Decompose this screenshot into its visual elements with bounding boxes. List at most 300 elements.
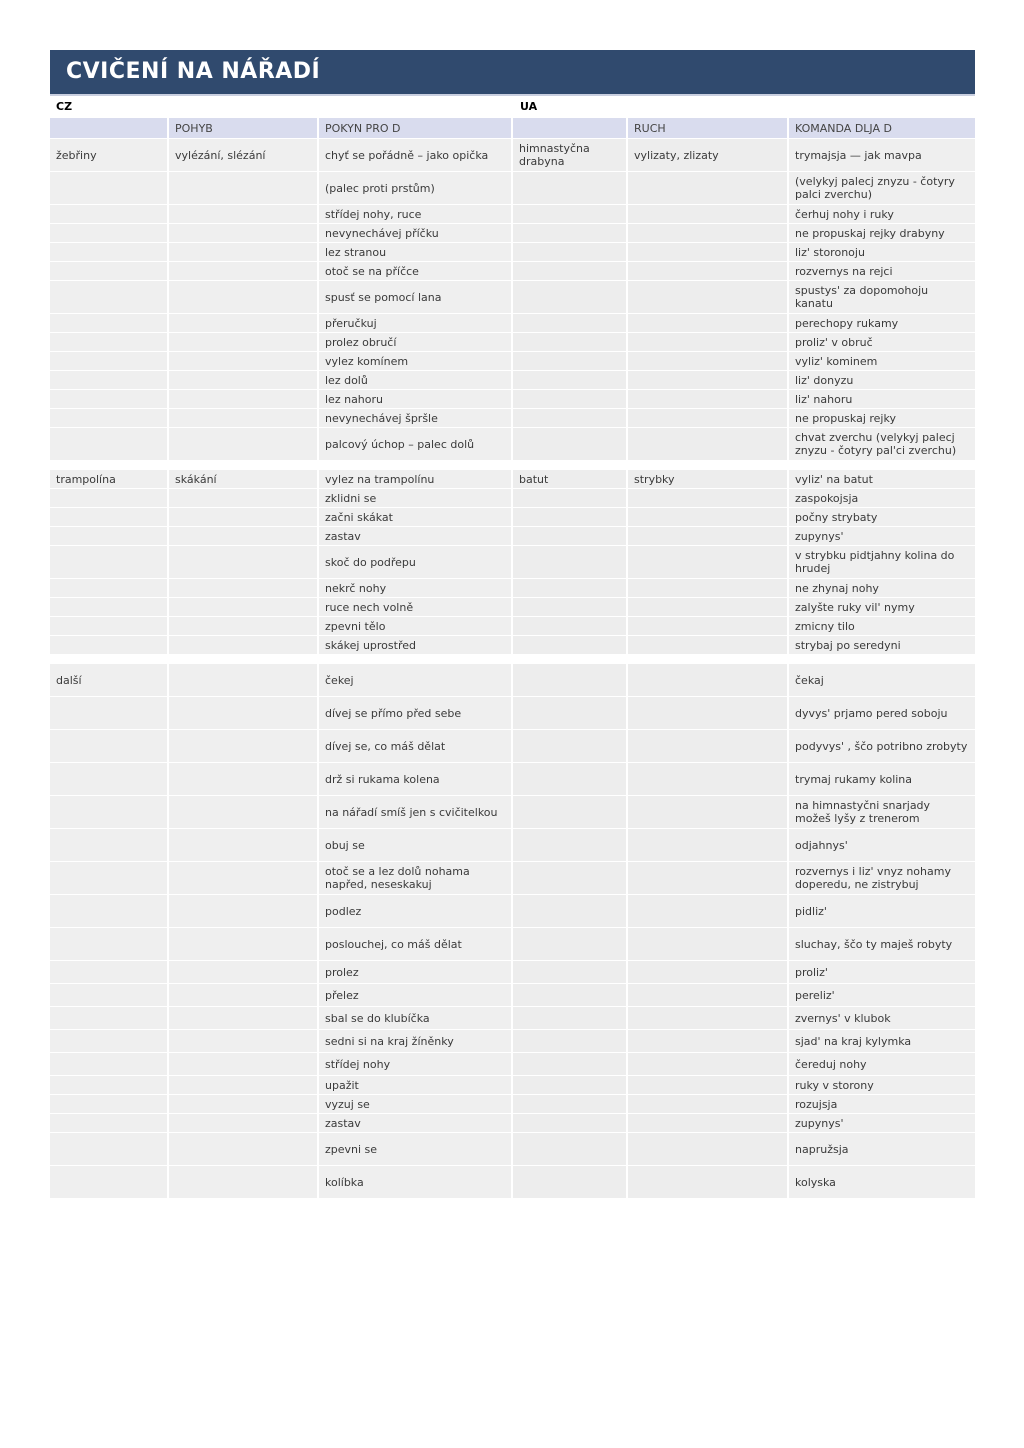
komanda-cell: ne zhynaj nohy bbox=[789, 579, 975, 597]
pohyb-cell bbox=[169, 262, 319, 280]
header-cell-category bbox=[50, 118, 169, 138]
ua-name-cell bbox=[513, 172, 628, 204]
pohyb-cell bbox=[169, 895, 319, 927]
category-cell: další bbox=[50, 664, 169, 696]
ua-name-cell bbox=[513, 598, 628, 616]
pohyb-cell bbox=[169, 527, 319, 545]
category-cell: žebřiny bbox=[50, 139, 169, 171]
table-row bbox=[50, 546, 975, 578]
table-row bbox=[50, 1007, 975, 1029]
pokyn-cell: sedni si na kraj žíněnky bbox=[319, 1030, 513, 1052]
category-cell bbox=[50, 636, 169, 654]
category-cell bbox=[50, 579, 169, 597]
table-row bbox=[50, 1030, 975, 1052]
pokyn-cell: (palec proti prstům) bbox=[319, 172, 513, 204]
category-cell bbox=[50, 928, 169, 960]
pokyn-cell: zpevni tělo bbox=[319, 617, 513, 635]
table-row bbox=[50, 1076, 975, 1094]
komanda-cell: zaspokojsja bbox=[789, 489, 975, 507]
komanda-cell: zmicny tilo bbox=[789, 617, 975, 635]
pokyn-cell: kolíbka bbox=[319, 1166, 513, 1198]
table-row bbox=[50, 1095, 975, 1113]
ua-name-cell bbox=[513, 281, 628, 313]
category-cell bbox=[50, 1053, 169, 1075]
pokyn-cell: chyť se pořádně – jako opička bbox=[319, 139, 513, 171]
komanda-cell: liz' donyzu bbox=[789, 371, 975, 389]
ruch-cell bbox=[628, 829, 789, 861]
table-row bbox=[50, 262, 975, 280]
pohyb-cell bbox=[169, 1133, 319, 1165]
table-row bbox=[50, 224, 975, 242]
pokyn-cell: střídej nohy bbox=[319, 1053, 513, 1075]
pokyn-cell: vylez na trampolínu bbox=[319, 470, 513, 488]
komanda-cell: na himnastyčni snarjady možeš lyšy z trenerom bbox=[789, 796, 975, 828]
komanda-cell: chvat zverchu (velykyj palecj znyzu - čotyry pal'ci zverchu) bbox=[789, 428, 975, 460]
pokyn-cell: prolez obručí bbox=[319, 333, 513, 351]
ua-name-cell bbox=[513, 617, 628, 635]
komanda-cell: proliz' v obruč bbox=[789, 333, 975, 351]
komanda-cell: perechopy rukamy bbox=[789, 314, 975, 332]
ua-name-cell bbox=[513, 1114, 628, 1132]
table-row bbox=[50, 352, 975, 370]
ua-name-cell bbox=[513, 895, 628, 927]
category-cell bbox=[50, 1166, 169, 1198]
ua-name-cell bbox=[513, 1053, 628, 1075]
gap-cell bbox=[50, 655, 975, 663]
ua-name-cell bbox=[513, 961, 628, 983]
category-cell bbox=[50, 314, 169, 332]
table-row bbox=[50, 928, 975, 960]
pohyb-cell bbox=[169, 862, 319, 894]
table-row bbox=[50, 730, 975, 762]
category-cell bbox=[50, 984, 169, 1006]
table-row bbox=[50, 1053, 975, 1075]
category-cell bbox=[50, 1095, 169, 1113]
pokyn-cell: zpevni se bbox=[319, 1133, 513, 1165]
pohyb-cell bbox=[169, 172, 319, 204]
category-cell bbox=[50, 763, 169, 795]
category-cell bbox=[50, 617, 169, 635]
table-row bbox=[50, 961, 975, 983]
category-cell bbox=[50, 862, 169, 894]
category-cell bbox=[50, 730, 169, 762]
pokyn-cell: skákej uprostřed bbox=[319, 636, 513, 654]
ua-name-cell bbox=[513, 508, 628, 526]
pohyb-cell bbox=[169, 281, 319, 313]
pohyb-cell bbox=[169, 1030, 319, 1052]
komanda-cell: proliz' bbox=[789, 961, 975, 983]
ua-name-cell: himnastyčna drabyna bbox=[513, 139, 628, 171]
header-cell-ua-name bbox=[513, 118, 628, 138]
pohyb-cell bbox=[169, 763, 319, 795]
ruch-cell bbox=[628, 1166, 789, 1198]
header-cell-pohyb: POHYB bbox=[169, 118, 319, 138]
pohyb-cell bbox=[169, 352, 319, 370]
ruch-cell bbox=[628, 1114, 789, 1132]
ruch-cell bbox=[628, 508, 789, 526]
ua-name-cell bbox=[513, 862, 628, 894]
category-cell bbox=[50, 205, 169, 223]
ruch-cell bbox=[628, 961, 789, 983]
pokyn-cell: otoč se a lez dolů nohama napřed, neseskakuj bbox=[319, 862, 513, 894]
ua-name-cell: batut bbox=[513, 470, 628, 488]
category-cell bbox=[50, 243, 169, 261]
ruch-cell bbox=[628, 352, 789, 370]
ua-name-cell bbox=[513, 489, 628, 507]
header-cell-pokyn: POKYN PRO D bbox=[319, 118, 513, 138]
pokyn-cell: drž si rukama kolena bbox=[319, 763, 513, 795]
table-row bbox=[50, 579, 975, 597]
ruch-cell bbox=[628, 598, 789, 616]
category-cell bbox=[50, 371, 169, 389]
header-cell-komanda: KOMANDA DLJA D bbox=[789, 118, 975, 138]
pohyb-cell bbox=[169, 1166, 319, 1198]
komanda-cell: dyvys' prjamo pered soboju bbox=[789, 697, 975, 729]
category-cell bbox=[50, 224, 169, 242]
ua-name-cell bbox=[513, 371, 628, 389]
pokyn-cell: palcový úchop – palec dolů bbox=[319, 428, 513, 460]
pohyb-cell bbox=[169, 508, 319, 526]
pohyb-cell bbox=[169, 984, 319, 1006]
komanda-cell: sluchay, ščo ty maješ robyty bbox=[789, 928, 975, 960]
ruch-cell bbox=[628, 333, 789, 351]
ua-name-cell bbox=[513, 1007, 628, 1029]
komanda-cell: čerhuj nohy i ruky bbox=[789, 205, 975, 223]
table-row bbox=[50, 1114, 975, 1132]
pohyb-cell bbox=[169, 428, 319, 460]
komanda-cell: trymajsja — jak mavpa bbox=[789, 139, 975, 171]
category-cell bbox=[50, 895, 169, 927]
category-cell bbox=[50, 428, 169, 460]
ruch-cell bbox=[628, 1133, 789, 1165]
pohyb-cell bbox=[169, 314, 319, 332]
header-row bbox=[50, 118, 975, 138]
header-cell-ruch: RUCH bbox=[628, 118, 789, 138]
pokyn-cell: zastav bbox=[319, 1114, 513, 1132]
komanda-cell: liz' storonoju bbox=[789, 243, 975, 261]
table-row bbox=[50, 984, 975, 1006]
category-cell bbox=[50, 1133, 169, 1165]
page-title: CVIČENÍ NA NÁŘADÍ bbox=[66, 59, 321, 84]
komanda-cell: zvernys' v klubok bbox=[789, 1007, 975, 1029]
ruch-cell bbox=[628, 224, 789, 242]
komanda-cell: v strybku pidtjahny kolina do hrudej bbox=[789, 546, 975, 578]
ruch-cell bbox=[628, 390, 789, 408]
ruch-cell bbox=[628, 371, 789, 389]
category-cell bbox=[50, 281, 169, 313]
komanda-cell: ne propuskaj rejky drabyny bbox=[789, 224, 975, 242]
komanda-cell: podyvys' , ščo potribno zrobyty bbox=[789, 730, 975, 762]
table-row bbox=[50, 664, 975, 696]
komanda-cell: pereliz' bbox=[789, 984, 975, 1006]
table-row bbox=[50, 796, 975, 828]
pohyb-cell bbox=[169, 617, 319, 635]
komanda-cell: pidliz' bbox=[789, 895, 975, 927]
ua-name-cell bbox=[513, 333, 628, 351]
pokyn-cell: lez nahoru bbox=[319, 390, 513, 408]
komanda-cell: strybaj po seredyni bbox=[789, 636, 975, 654]
table-body bbox=[50, 118, 975, 1198]
pokyn-cell: na nářadí smíš jen s cvičitelkou bbox=[319, 796, 513, 828]
ruch-cell bbox=[628, 409, 789, 427]
ruch-cell bbox=[628, 579, 789, 597]
pohyb-cell bbox=[169, 243, 319, 261]
komanda-cell: ne propuskaj rejky bbox=[789, 409, 975, 427]
ruch-cell bbox=[628, 1030, 789, 1052]
table-row bbox=[50, 205, 975, 223]
komanda-cell: odjahnys' bbox=[789, 829, 975, 861]
vocab-table bbox=[50, 117, 975, 1199]
ua-name-cell bbox=[513, 1133, 628, 1165]
table-row bbox=[50, 390, 975, 408]
ua-name-cell bbox=[513, 224, 628, 242]
ruch-cell: vylizaty, zlizaty bbox=[628, 139, 789, 171]
pohyb-cell bbox=[169, 636, 319, 654]
ua-name-cell bbox=[513, 527, 628, 545]
pohyb-cell bbox=[169, 697, 319, 729]
pohyb-cell bbox=[169, 579, 319, 597]
ruch-cell bbox=[628, 928, 789, 960]
pohyb-cell: skákání bbox=[169, 470, 319, 488]
ua-name-cell bbox=[513, 243, 628, 261]
ua-name-cell bbox=[513, 1166, 628, 1198]
pokyn-cell: ruce nech volně bbox=[319, 598, 513, 616]
pohyb-cell bbox=[169, 829, 319, 861]
gap-cell bbox=[50, 461, 975, 469]
ruch-cell bbox=[628, 984, 789, 1006]
table-row bbox=[50, 1166, 975, 1198]
komanda-cell: zupynys' bbox=[789, 527, 975, 545]
ua-name-cell bbox=[513, 664, 628, 696]
table-row bbox=[50, 527, 975, 545]
category-cell bbox=[50, 409, 169, 427]
pohyb-cell bbox=[169, 961, 319, 983]
category-cell: trampolína bbox=[50, 470, 169, 488]
ruch-cell bbox=[628, 862, 789, 894]
table-row bbox=[50, 508, 975, 526]
pokyn-cell: upažit bbox=[319, 1076, 513, 1094]
ruch-cell: strybky bbox=[628, 470, 789, 488]
pokyn-cell: lez dolů bbox=[319, 371, 513, 389]
ruch-cell bbox=[628, 763, 789, 795]
komanda-cell: sjad' na kraj kylymka bbox=[789, 1030, 975, 1052]
pokyn-cell: čekej bbox=[319, 664, 513, 696]
pohyb-cell bbox=[169, 730, 319, 762]
category-cell bbox=[50, 829, 169, 861]
komanda-cell: počny strybaty bbox=[789, 508, 975, 526]
ruch-cell bbox=[628, 205, 789, 223]
pokyn-cell: podlez bbox=[319, 895, 513, 927]
category-cell bbox=[50, 1076, 169, 1094]
ruch-cell bbox=[628, 262, 789, 280]
pokyn-cell: sbal se do klubíčka bbox=[319, 1007, 513, 1029]
pohyb-cell bbox=[169, 664, 319, 696]
pohyb-cell bbox=[169, 928, 319, 960]
section-gap bbox=[50, 461, 975, 469]
category-cell bbox=[50, 598, 169, 616]
ua-name-cell bbox=[513, 1076, 628, 1094]
category-cell bbox=[50, 489, 169, 507]
komanda-cell: rozujsja bbox=[789, 1095, 975, 1113]
lang-cz-label: CZ bbox=[56, 100, 73, 113]
table-row bbox=[50, 617, 975, 635]
table-row bbox=[50, 636, 975, 654]
table-row bbox=[50, 697, 975, 729]
ua-name-cell bbox=[513, 352, 628, 370]
ua-name-cell bbox=[513, 697, 628, 729]
pokyn-cell: lez stranou bbox=[319, 243, 513, 261]
komanda-cell: čekaj bbox=[789, 664, 975, 696]
table-row bbox=[50, 428, 975, 460]
komanda-cell: trymaj rukamy kolina bbox=[789, 763, 975, 795]
ruch-cell bbox=[628, 697, 789, 729]
table-row bbox=[50, 829, 975, 861]
pohyb-cell bbox=[169, 1095, 319, 1113]
ua-name-cell bbox=[513, 984, 628, 1006]
category-cell bbox=[50, 1007, 169, 1029]
table-row bbox=[50, 314, 975, 332]
ruch-cell bbox=[628, 1076, 789, 1094]
ruch-cell bbox=[628, 617, 789, 635]
category-cell bbox=[50, 352, 169, 370]
category-cell bbox=[50, 697, 169, 729]
ua-name-cell bbox=[513, 546, 628, 578]
pohyb-cell bbox=[169, 598, 319, 616]
pokyn-cell: zastav bbox=[319, 527, 513, 545]
pohyb-cell bbox=[169, 489, 319, 507]
pokyn-cell: vyzuj se bbox=[319, 1095, 513, 1113]
category-cell bbox=[50, 527, 169, 545]
ruch-cell bbox=[628, 281, 789, 313]
pokyn-cell: dívej se přímo před sebe bbox=[319, 697, 513, 729]
pokyn-cell: obuj se bbox=[319, 829, 513, 861]
komanda-cell: kolyska bbox=[789, 1166, 975, 1198]
ua-name-cell bbox=[513, 796, 628, 828]
category-cell bbox=[50, 1030, 169, 1052]
ua-name-cell bbox=[513, 579, 628, 597]
ruch-cell bbox=[628, 1095, 789, 1113]
komanda-cell: čereduj nohy bbox=[789, 1053, 975, 1075]
table-row bbox=[50, 371, 975, 389]
table-row bbox=[50, 862, 975, 894]
ruch-cell bbox=[628, 546, 789, 578]
ua-name-cell bbox=[513, 205, 628, 223]
table-row bbox=[50, 409, 975, 427]
category-cell bbox=[50, 172, 169, 204]
section-gap bbox=[50, 655, 975, 663]
ua-name-cell bbox=[513, 262, 628, 280]
ua-name-cell bbox=[513, 1095, 628, 1113]
ua-name-cell bbox=[513, 829, 628, 861]
category-cell bbox=[50, 546, 169, 578]
pohyb-cell bbox=[169, 371, 319, 389]
pokyn-cell: nekrč nohy bbox=[319, 579, 513, 597]
ruch-cell bbox=[628, 730, 789, 762]
pokyn-cell: vylez komínem bbox=[319, 352, 513, 370]
pohyb-cell bbox=[169, 1007, 319, 1029]
komanda-cell: liz' nahoru bbox=[789, 390, 975, 408]
table-row bbox=[50, 333, 975, 351]
ua-name-cell bbox=[513, 314, 628, 332]
pohyb-cell bbox=[169, 205, 319, 223]
category-cell bbox=[50, 262, 169, 280]
komanda-cell: vyliz' kominem bbox=[789, 352, 975, 370]
table-row bbox=[50, 489, 975, 507]
category-cell bbox=[50, 961, 169, 983]
pokyn-cell: nevynechávej příčku bbox=[319, 224, 513, 242]
table-row bbox=[50, 895, 975, 927]
ruch-cell bbox=[628, 314, 789, 332]
pokyn-cell: přeručkuj bbox=[319, 314, 513, 332]
pokyn-cell: dívej se, co máš dělat bbox=[319, 730, 513, 762]
ua-name-cell bbox=[513, 409, 628, 427]
ruch-cell bbox=[628, 527, 789, 545]
komanda-cell: zupynys' bbox=[789, 1114, 975, 1132]
table-row bbox=[50, 172, 975, 204]
ruch-cell bbox=[628, 796, 789, 828]
pohyb-cell bbox=[169, 796, 319, 828]
pohyb-cell bbox=[169, 1053, 319, 1075]
pohyb-cell: vylézání, slézání bbox=[169, 139, 319, 171]
ruch-cell bbox=[628, 895, 789, 927]
category-cell bbox=[50, 333, 169, 351]
pokyn-cell: přelez bbox=[319, 984, 513, 1006]
table-row bbox=[50, 139, 975, 171]
ua-name-cell bbox=[513, 928, 628, 960]
pohyb-cell bbox=[169, 224, 319, 242]
komanda-cell: rozvernys na rejci bbox=[789, 262, 975, 280]
pohyb-cell bbox=[169, 333, 319, 351]
table-row bbox=[50, 470, 975, 488]
pokyn-cell: poslouchej, co máš dělat bbox=[319, 928, 513, 960]
komanda-cell: spustys' za dopomohoju kanatu bbox=[789, 281, 975, 313]
komanda-cell: vyliz' na batut bbox=[789, 470, 975, 488]
ua-name-cell bbox=[513, 428, 628, 460]
komanda-cell: (velykyj palecj znyzu - čotyry palci zverchu) bbox=[789, 172, 975, 204]
category-cell bbox=[50, 508, 169, 526]
category-cell bbox=[50, 390, 169, 408]
pokyn-cell: skoč do podřepu bbox=[319, 546, 513, 578]
category-cell bbox=[50, 796, 169, 828]
pohyb-cell bbox=[169, 390, 319, 408]
table-row bbox=[50, 243, 975, 261]
ruch-cell bbox=[628, 172, 789, 204]
pohyb-cell bbox=[169, 409, 319, 427]
ua-name-cell bbox=[513, 730, 628, 762]
category-cell bbox=[50, 1114, 169, 1132]
komanda-cell: napružsja bbox=[789, 1133, 975, 1165]
ruch-cell bbox=[628, 243, 789, 261]
lang-ua-label: UA bbox=[520, 100, 538, 113]
pokyn-cell: střídej nohy, ruce bbox=[319, 205, 513, 223]
ruch-cell bbox=[628, 636, 789, 654]
pokyn-cell: zklidni se bbox=[319, 489, 513, 507]
ruch-cell bbox=[628, 489, 789, 507]
pokyn-cell: nevynechávej špršle bbox=[319, 409, 513, 427]
ua-name-cell bbox=[513, 390, 628, 408]
title-banner bbox=[50, 50, 975, 96]
ruch-cell bbox=[628, 1053, 789, 1075]
ua-name-cell bbox=[513, 636, 628, 654]
pohyb-cell bbox=[169, 546, 319, 578]
pokyn-cell: spusť se pomocí lana bbox=[319, 281, 513, 313]
ruch-cell bbox=[628, 428, 789, 460]
table-row bbox=[50, 1133, 975, 1165]
ruch-cell bbox=[628, 1007, 789, 1029]
pokyn-cell: prolez bbox=[319, 961, 513, 983]
table-row bbox=[50, 763, 975, 795]
komanda-cell: rozvernys i liz' vnyz nohamy doperedu, ne zistrybuj bbox=[789, 862, 975, 894]
